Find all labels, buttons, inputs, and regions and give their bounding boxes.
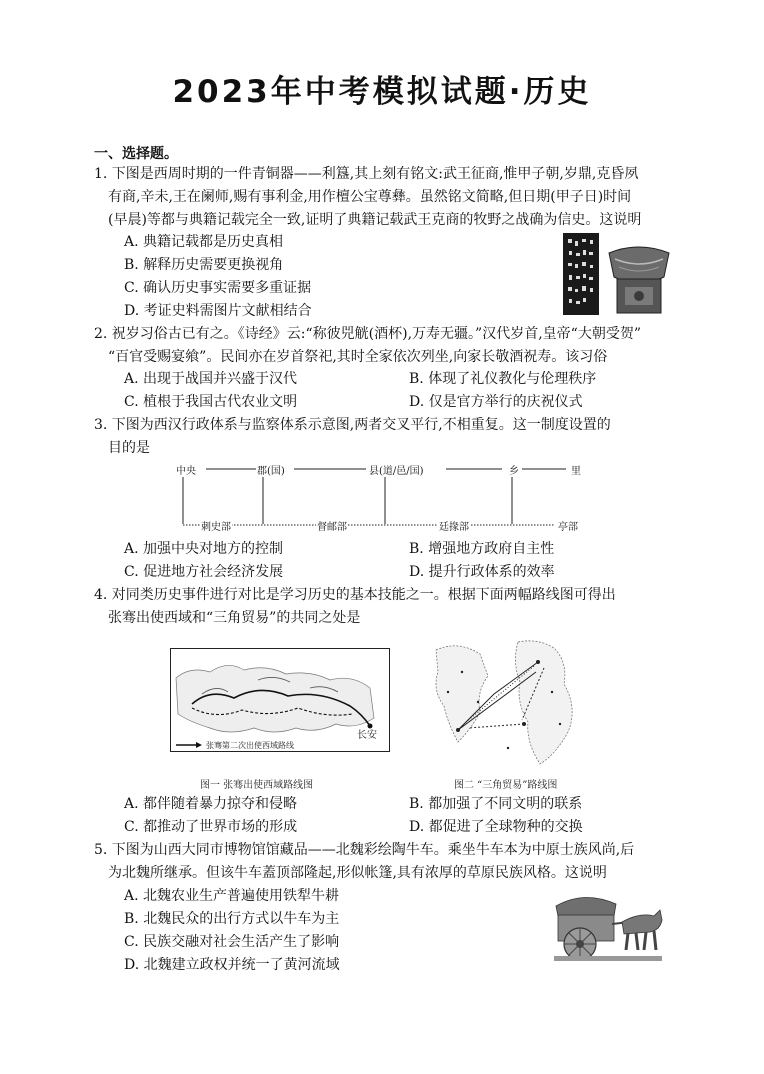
triangular-trade-map — [418, 632, 602, 772]
option-a[interactable]: A. 典籍记载都是历史真相 — [124, 234, 284, 250]
option-b[interactable]: B. 解释历史需要更换视角 — [124, 257, 284, 273]
map2-caption: 图二 “三角贸易”路线图 — [454, 780, 558, 791]
option-d[interactable]: D. 都促进了全球物种的交换 — [409, 819, 583, 835]
question-text-line: 张骞出使西域和“三角贸易”的共同之处是 — [108, 610, 361, 626]
ox-cart-image — [550, 886, 666, 966]
option-a[interactable]: A. 加强中央对地方的控制 — [124, 541, 284, 557]
option-c[interactable]: C. 民族交融对社会生活产生了影响 — [124, 934, 340, 950]
option-a[interactable]: A. 都伴随着暴力掠夺和侵略 — [124, 796, 298, 812]
ligui-bronze-image — [563, 233, 673, 315]
option-c[interactable]: C. 确认历史事实需要多重证据 — [124, 280, 312, 296]
question-text-line: 1. 下图是西周时期的一件青铜器——利簋,其上刻有铭文:武王征商,惟甲子朝,岁鼎,克昏夙 — [94, 166, 639, 182]
option-b[interactable]: B. 体现了礼仪教化与伦理秩序 — [409, 371, 597, 387]
diagram-node-county: 县(道/邑/国) — [368, 462, 425, 477]
question-text-line: 4. 对同类历史事件进行对比是学习历史的基本技能之一。根据下面两幅路线图可得出 — [94, 587, 616, 603]
question-text-line: (早晨)等都与典籍记载完全一致,证明了典籍记载武王克商的牧野之战确为信史。这说明 — [108, 212, 642, 228]
page-title: 2023年中考模拟试题·历史 — [172, 74, 592, 110]
option-d[interactable]: D. 提升行政体系的效率 — [409, 564, 555, 580]
option-d[interactable]: D. 北魏建立政权并统一了黄河流域 — [124, 957, 340, 973]
section-heading: 一、选择题。 — [94, 146, 178, 162]
option-a[interactable]: A. 出现于战国并兴盛于汉代 — [124, 371, 298, 387]
diagram-node-central: 中央 — [175, 462, 197, 477]
diagram-node-ting: 亭部 — [557, 518, 579, 533]
option-a[interactable]: A. 北魏农业生产普遍使用铁犁牛耕 — [124, 888, 340, 904]
diagram-node-village: 里 — [570, 462, 582, 477]
question-text-line: 3. 下图为西汉行政体系与监察体系示意图,两者交叉平行,不相重复。这一制度设置的 — [94, 417, 611, 433]
option-c[interactable]: C. 都推动了世界市场的形成 — [124, 819, 298, 835]
diagram-node-duyou: 督邮部 — [316, 518, 348, 533]
option-c[interactable]: C. 植根于我国古代农业文明 — [124, 394, 298, 410]
option-c[interactable]: C. 促进地方社会经济发展 — [124, 564, 284, 580]
map1-city-label: 长安 — [357, 730, 377, 741]
question-text-line: 5. 下图为山西大同市博物馆馆藏品——北魏彩绘陶牛车。乘坐牛车本为中原士族风尚,后 — [94, 842, 635, 858]
option-d[interactable]: D. 仅是官方举行的庆祝仪式 — [409, 394, 583, 410]
diagram-node-tingyuan: 廷掾部 — [438, 518, 470, 533]
diagram-node-township: 乡 — [508, 462, 520, 477]
option-d[interactable]: D. 考证史料需图片文献相结合 — [124, 303, 312, 319]
option-b[interactable]: B. 北魏民众的出行方式以牛车为主 — [124, 911, 340, 927]
question-text-line: 为北魏所继承。但该牛车蓋顶部隆起,形似帐篷,具有浓厚的草原民族风格。这说明 — [108, 865, 607, 881]
question-text-line: 2. 祝岁习俗古已有之。《诗经》云:“称彼兕觥(酒杯),万寿无疆。”汉代岁首,皇帝“大朝受贺” — [94, 326, 641, 342]
question-text-line: 有商,辛未,王在阑师,赐有事利金,用作檀公宝尊彝。虽然铭文简略,但日期(甲子日)时间 — [108, 189, 632, 205]
map1-caption: 图一 张骞出使西域路线图 — [200, 780, 314, 791]
option-b[interactable]: B. 增强地方政府自主性 — [409, 541, 555, 557]
option-b[interactable]: B. 都加强了不同文明的联系 — [409, 796, 583, 812]
question-text-line: “百官受赐宴飨”。民间亦在岁首祭祀,其时全家依次列坐,向家长敬酒祝寿。该习俗 — [108, 349, 608, 365]
map1-legend: 张骞第二次出使西域路线 — [206, 741, 294, 750]
diagram-node-cishi: 刺史部 — [200, 518, 232, 533]
question-text-line: 目的是 — [108, 440, 150, 456]
diagram-node-commandery: 郡(国) — [256, 462, 286, 477]
